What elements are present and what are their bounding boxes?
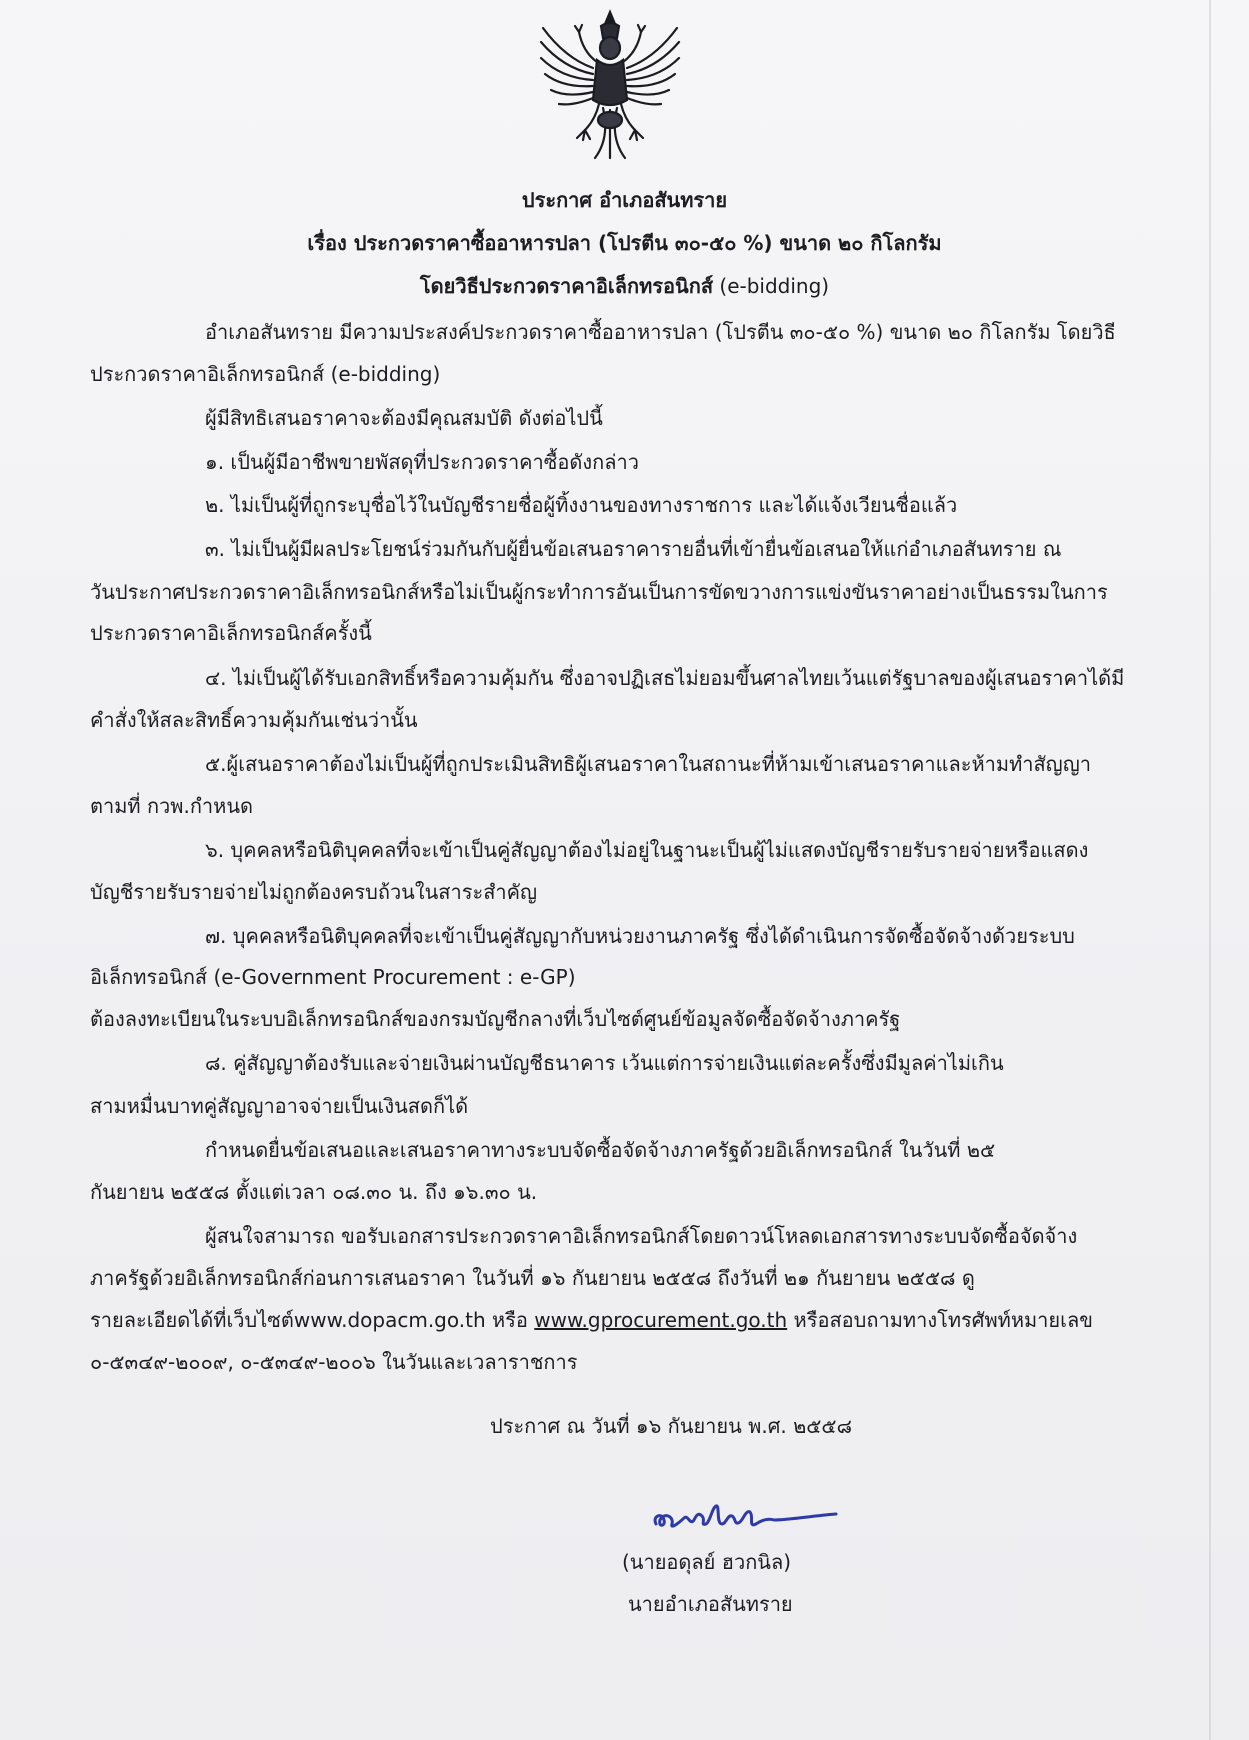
announcement-title: ประกาศ อำเภอสันทราย <box>521 188 728 212</box>
qualification-8-line-2: สามหมื่นบาทคู่สัญญาอาจจ่ายเป็นเงินสดก็ได้ <box>90 1094 469 1118</box>
qualification-7-line-1: ๗. บุคคลหรือนิติบุคคลที่จะเข้าเป็นคู่สัญญากับหน่วยงานภาครัฐ ซึ่งได้ดำเนินการจัดซื้อจัดจ้างด้วยระบบ <box>205 924 1075 948</box>
signer-name: (นายอดุลย์ ฮวกนิล) <box>622 1550 792 1574</box>
deadline-line-2: กันยายน ๒๕๕๘ ตั้งแต่เวลา ๐๘.๓๐ น. ถึง ๑๖.๓๐ น. <box>90 1180 538 1204</box>
intro-line-1: อำเภอสันทราย มีความประสงค์ประกวดราคาซื้ออาหารปลา (โปรตีน ๓๐-๕๐ %) ขนาด ๒๐ กิโลกรัม โดยวิธี <box>205 320 1116 344</box>
documents-line-3-a: รายละเอียดได้ที่เว็บไซต์www.dopacm.go.th หรือ <box>90 1308 535 1332</box>
qualification-3-line-1: ๓. ไม่เป็นผู้มีผลประโยชน์ร่วมกันกับผู้ยื่นข้อเสนอราคารายอื่นที่เข้ายื่นข้อเสนอให้แก่อำเภอสันทราย ณ <box>205 537 1062 561</box>
qualification-3-line-2: วันประกาศประกวดราคาอิเล็กทรอนิกส์หรือไม่เป็นผู้กระทำการอันเป็นการขัดขวางการแข่งขันราคาอย่างเป็นธรรมในการ <box>90 580 1108 604</box>
qualification-2: ๒. ไม่เป็นผู้ที่ถูกระบุชื่อไว้ในบัญชีรายชื่อผู้ทิ้งงานของทางราชการ และได้แจ้งเวียนชื่อแล้ว <box>205 493 958 517</box>
qualification-intro: ผู้มีสิทธิเสนอราคาจะต้องมีคุณสมบัติ ดังต่อไปนี้ <box>205 406 603 430</box>
intro-line-2: ประกวดราคาอิเล็กทรอนิกส์ (e-bidding) <box>90 362 441 386</box>
qualification-7-line-2: อิเล็กทรอนิกส์ (e-Government Procurement : e-GP) <box>90 965 576 989</box>
announcement-method <box>0 272 1249 300</box>
qualification-4-line-1: ๔. ไม่เป็นผู้ได้รับเอกสิทธิ์หรือความคุ้มกัน ซึ่งอาจปฏิเสธไม่ยอมขึ้นศาลไทยเว้นแต่รัฐบาลของผู้เสนอราคาได้มี <box>205 666 1125 690</box>
documents-line-2: ภาครัฐด้วยอิเล็กทรอนิกส์ก่อนการเสนอราคา ในวันที่ ๑๖ กันยายน ๒๕๕๘ ถึงวันที่ ๒๑ กันยายน ๒๕๕๘ ดู <box>90 1266 975 1290</box>
announcement-date: ประกาศ ณ วันที่ ๑๖ กันยายน พ.ศ. ๒๕๕๘ <box>490 1414 852 1438</box>
documents-line-1: ผู้สนใจสามารถ ขอรับเอกสารประกวดราคาอิเล็กทรอนิกส์โดยดาวน์โหลดเอกสารทางระบบจัดซื้อจัดจ้าง <box>205 1224 1078 1248</box>
qualification-8-line-1: ๘. คู่สัญญาต้องรับและจ่ายเงินผ่านบัญชีธนาคาร เว้นแต่การจ่ายเงินแต่ละครั้งซึ่งมีมูลค่าไม่เกิน <box>205 1051 1004 1075</box>
method-bold-text: โดยวิธีประกวดราคาอิเล็กทรอนิกส์ <box>419 274 714 298</box>
announcement-subject: เรื่อง ประกวดราคาซื้ออาหารปลา (โปรตีน ๓๐-๕๐ %) ขนาด ๒๐ กิโลกรัม <box>307 231 942 255</box>
documents-line-4: ๐-๕๓๔๙-๒๐๐๙, ๐-๕๓๔๙-๒๐๐๖ ในวันและเวลาราชการ <box>90 1350 578 1374</box>
gprocurement-link[interactable]: www.gprocurement.go.th <box>534 1308 788 1332</box>
qualification-3-line-3: ประกวดราคาอิเล็กทรอนิกส์ครั้งนี้ <box>90 621 372 645</box>
qualification-1: ๑. เป็นผู้มีอาชีพขายพัสดุที่ประกวดราคาซื้อดังกล่าว <box>205 450 639 474</box>
qualification-4-line-2: คำสั่งให้สละสิทธิ์ความคุ้มกันเช่นว่านั้น <box>90 708 418 732</box>
garuda-emblem-icon <box>535 8 685 163</box>
deadline-line-1: กำหนดยื่นข้อเสนอและเสนอราคาทางระบบจัดซื้อจัดจ้างภาครัฐด้วยอิเล็กทรอนิกส์ ในวันที่ ๒๕ <box>205 1138 996 1162</box>
documents-line-3-b: หรือสอบถามทางโทรศัพท์หมายเลข <box>787 1308 1093 1332</box>
signer-title: นายอำเภอสันทราย <box>628 1592 793 1616</box>
signature-icon <box>650 1490 840 1540</box>
qualification-5-line-1: ๕.ผู้เสนอราคาต้องไม่เป็นผู้ที่ถูกประเมินสิทธิผู้เสนอราคาในสถานะที่ห้ามเข้าเสนอราคาและห้ามทำสัญญา <box>205 752 1091 776</box>
documents-line-3 <box>90 1306 1093 1334</box>
qualification-6-line-1: ๖. บุคคลหรือนิติบุคคลที่จะเข้าเป็นคู่สัญญาต้องไม่อยู่ในฐานะเป็นผู้ไม่แสดงบัญชีรายรับรายจ่ายหรือแสดง <box>205 838 1089 862</box>
qualification-7-line-3: ต้องลงทะเบียนในระบบอิเล็กทรอนิกส์ของกรมบัญชีกลางที่เว็บไซต์ศูนย์ข้อมูลจัดซื้อจัดจ้างภาครัฐ <box>90 1007 901 1031</box>
method-normal-text: (e-bidding) <box>713 274 830 298</box>
qualification-6-line-2: บัญชีรายรับรายจ่ายไม่ถูกต้องครบถ้วนในสาระสำคัญ <box>90 880 538 904</box>
qualification-5-line-2: ตามที่ กวพ.กำหนด <box>90 794 254 818</box>
